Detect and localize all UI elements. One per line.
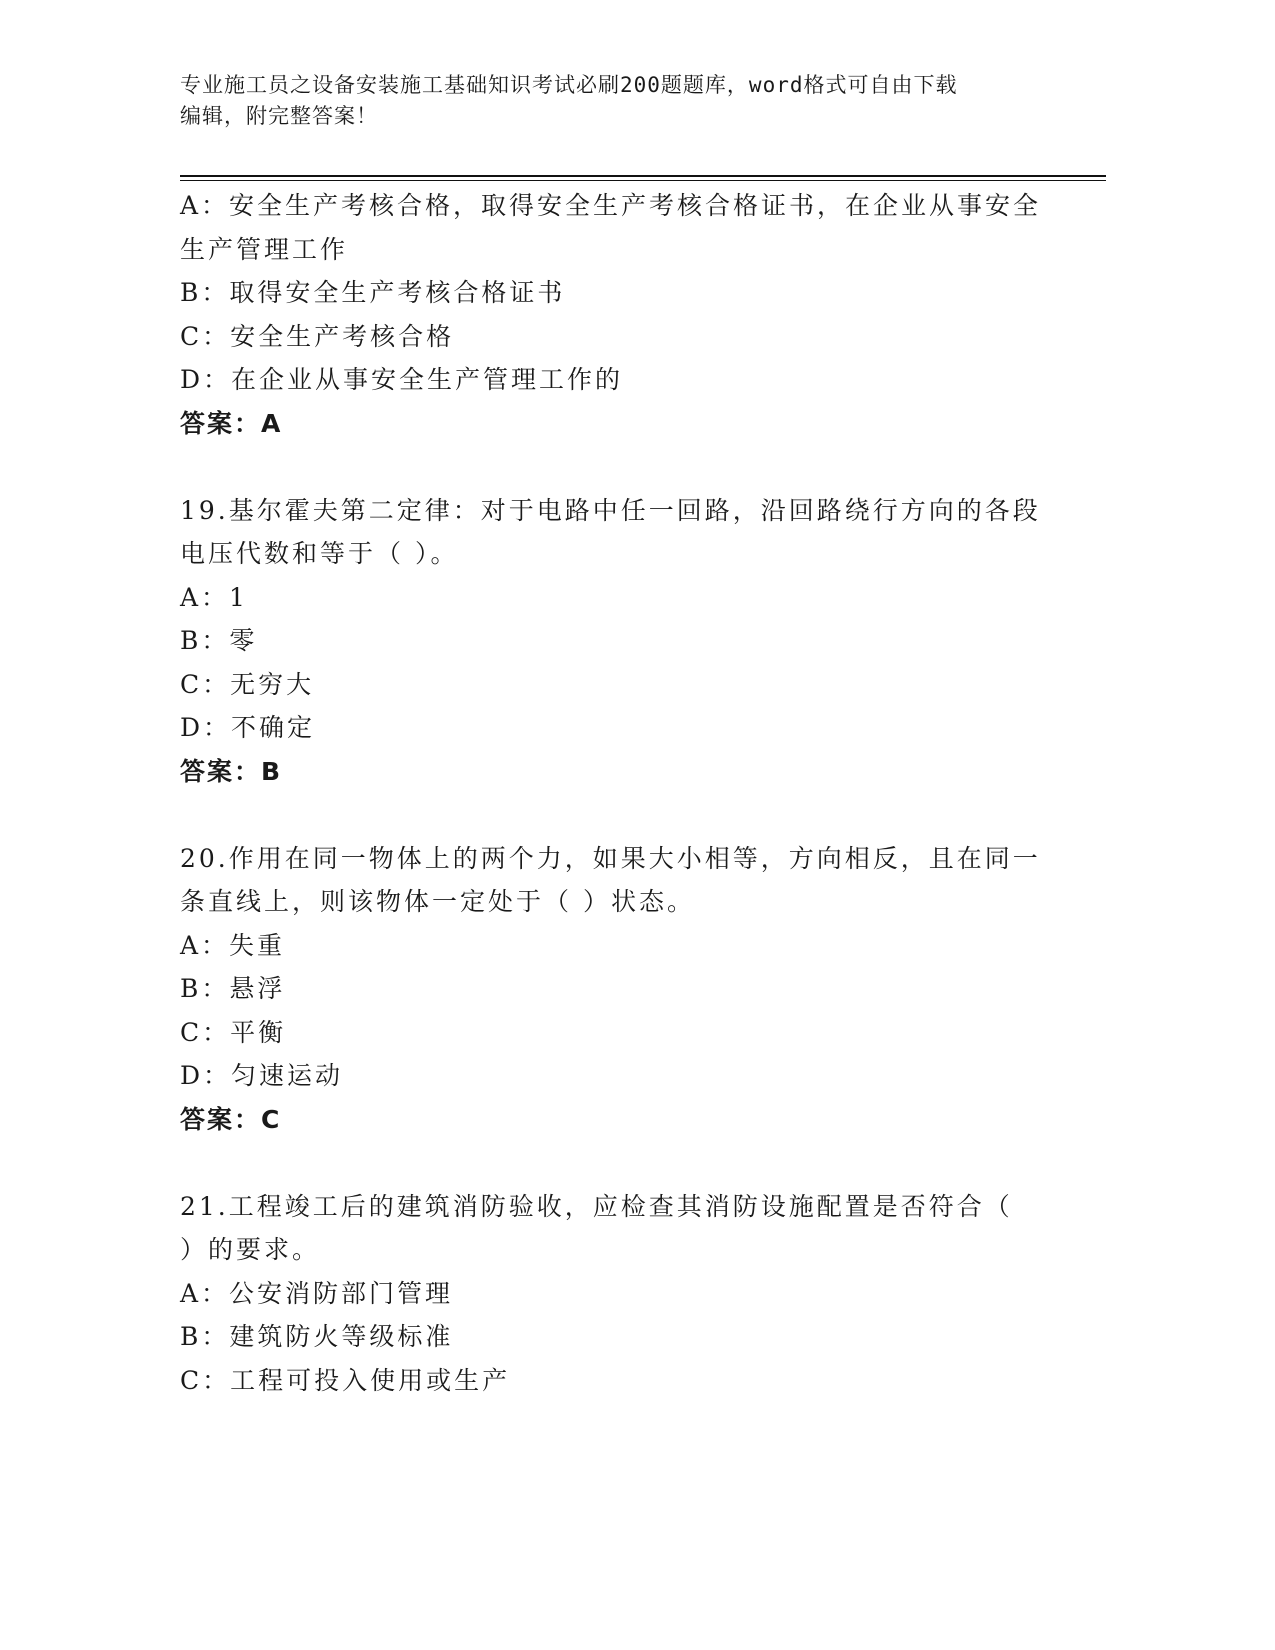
option-c: C：平衡 xyxy=(180,1017,287,1047)
option-a: A：1 xyxy=(180,582,248,612)
spacer xyxy=(180,1141,1040,1185)
question-18-continued xyxy=(180,184,1040,445)
option-d: D：在企业从事安全生产管理工作的 xyxy=(180,365,624,394)
answer-line: 答案：A xyxy=(180,408,283,438)
option-b: B：悬浮 xyxy=(180,974,286,1003)
option-a: A：安全生产考核合格，取得安全生产考核合格证书，在企业从事安全 xyxy=(180,191,1042,220)
question-stem-continued: 条直线上，则该物体一定处于（ ）状态。 xyxy=(180,887,695,916)
question-stem-continued: ）的要求。 xyxy=(180,1235,321,1264)
option-c: C：安全生产考核合格 xyxy=(180,321,455,351)
spacer xyxy=(180,445,1040,489)
option-b: B：建筑防火等级标准 xyxy=(180,1322,454,1351)
question-stem: 21.工程竣工后的建筑消防验收，应检查其消防设施配置是否符合（ xyxy=(180,1191,1013,1221)
header-line-2: 编辑，附完整答案！ xyxy=(180,104,378,128)
question-stem-continued: 电压代数和等于（ ）。 xyxy=(180,539,459,568)
header-divider-thin xyxy=(180,180,1106,181)
spacer xyxy=(180,793,1040,837)
header-line-1: 专业施工员之设备安装施工基础知识考试必刷200题题库，word格式可自由下载 xyxy=(180,73,958,97)
option-c: C：无穷大 xyxy=(180,669,315,699)
header-divider-thick xyxy=(180,175,1106,177)
question-stem: 20.作用在同一物体上的两个力，如果大小相等，方向相反，且在同一 xyxy=(180,843,1041,873)
answer-line: 答案：C xyxy=(180,1104,282,1134)
option-a: A：公安消防部门管理 xyxy=(180,1278,454,1308)
answer-line: 答案：B xyxy=(180,756,283,786)
option-c: C：工程可投入使用或生产 xyxy=(180,1365,511,1395)
option-b: B：取得安全生产考核合格证书 xyxy=(180,278,566,307)
question-20 xyxy=(180,837,1040,1142)
option-a-continued: 生产管理工作 xyxy=(180,234,349,264)
question-stem: 19.基尔霍夫第二定律：对于电路中任一回路，沿回路绕行方向的各段 xyxy=(180,495,1041,525)
document-header xyxy=(180,70,1040,132)
option-b: B：零 xyxy=(180,626,258,655)
option-a: A：失重 xyxy=(180,930,286,960)
option-d: D：匀速运动 xyxy=(180,1061,344,1090)
question-19 xyxy=(180,489,1040,794)
question-list xyxy=(180,184,1040,1402)
question-21 xyxy=(180,1185,1040,1403)
option-d: D：不确定 xyxy=(180,713,316,742)
